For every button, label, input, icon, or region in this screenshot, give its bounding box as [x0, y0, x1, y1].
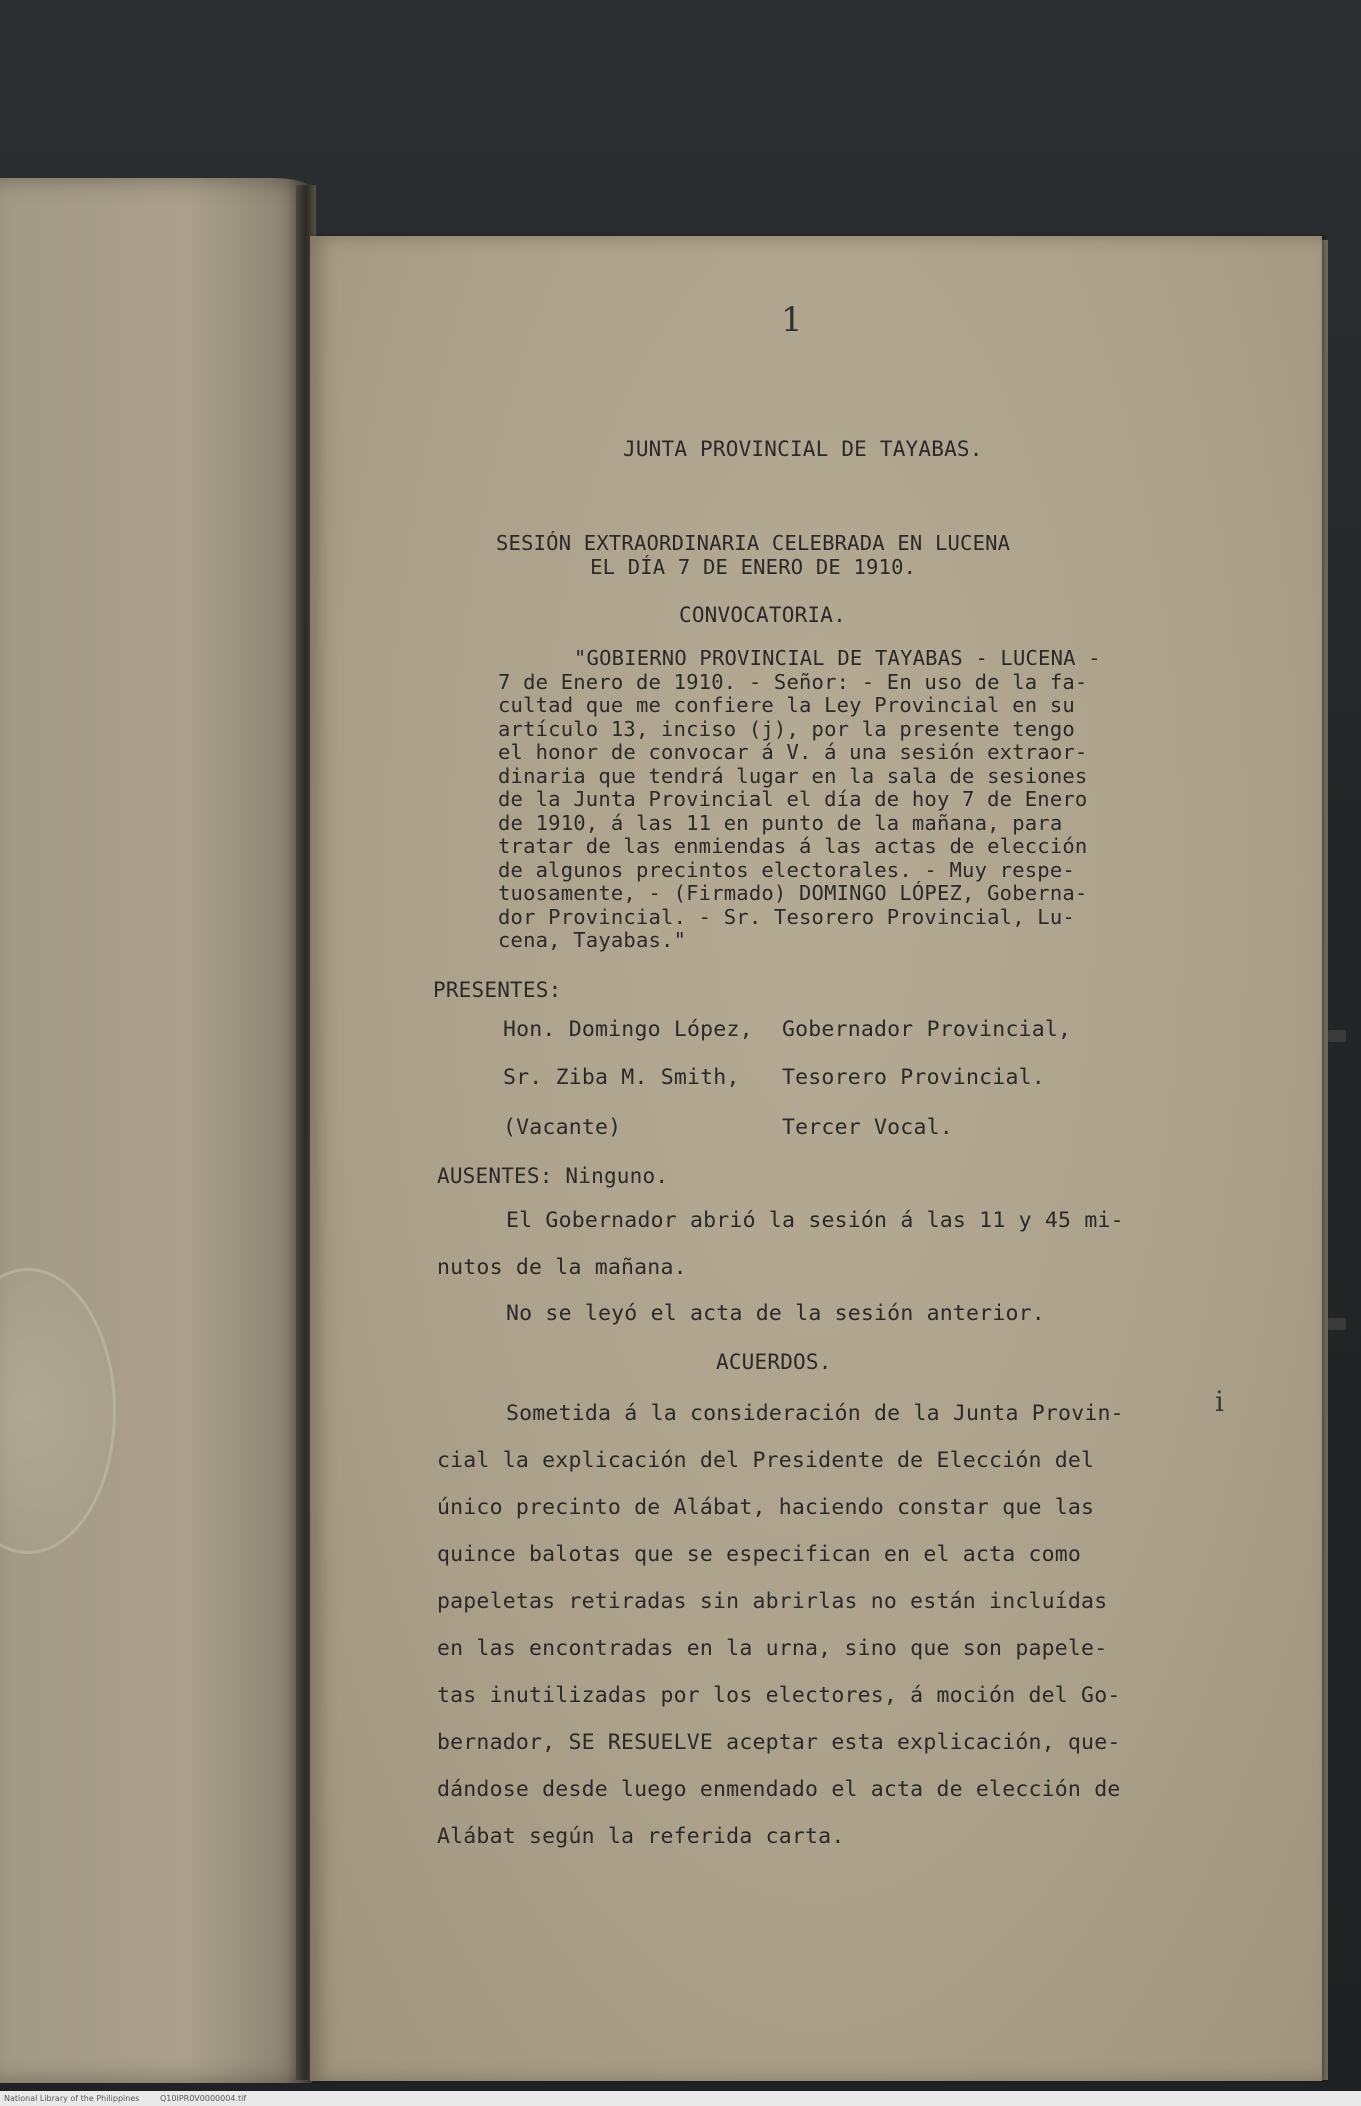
binding-clip-upper	[1328, 1030, 1346, 1042]
member-name: Sr. Ziba M. Smith,	[503, 1065, 740, 1090]
resolution-paragraph	[437, 1390, 1124, 1860]
letter-line: 7 de Enero de 1910. - Señor: - En uso de la fa-	[498, 669, 1088, 694]
scan-footer	[0, 2091, 1361, 2106]
acuerdos-heading: ACUERDOS.	[716, 1350, 832, 1374]
member-role: Gobernador Provincial,	[782, 1017, 1072, 1042]
paragraph-line: único precinto de Alábat, haciendo constar que las	[437, 1495, 1095, 1520]
convocatoria-heading: CONVOCATORIA.	[679, 603, 846, 627]
footer-filename: Q10IPR0V0000004.tif	[160, 2094, 247, 2103]
letter-line: dor Provincial. - Sr. Tesorero Provincial, Lu-	[498, 904, 1075, 929]
ausentes-line: AUSENTES: Ninguno.	[437, 1164, 669, 1188]
session-heading	[496, 532, 1010, 579]
convocation-letter	[498, 647, 1101, 953]
paragraph-line: dándose desde luego enmendado el acta de elección de	[437, 1777, 1121, 1802]
session-line: SESIÓN EXTRAORDINARIA CELEBRADA EN LUCENA	[496, 531, 1011, 555]
previous-minutes-line: No se leyó el acta de la sesión anterior.	[506, 1301, 1045, 1326]
opening-paragraph	[437, 1197, 1124, 1291]
paragraph-line: nutos de la mañana.	[437, 1255, 687, 1280]
letter-line: cena, Tayabas."	[498, 928, 687, 952]
letter-line: tuosamente, - (Firmado) DOMINGO LÓPEZ, Goberna-	[498, 881, 1088, 905]
presentes-label: PRESENTES:	[433, 978, 562, 1002]
binding-clip-lower	[1328, 1318, 1346, 1330]
margin-annotation: i	[1215, 1385, 1225, 1418]
member-name: (Vacante)	[503, 1115, 622, 1140]
session-line: EL DÍA 7 DE ENERO DE 1910.	[590, 554, 917, 579]
left-page	[0, 178, 312, 2083]
letter-line: cultad que me confiere la Ley Provincial en su	[498, 693, 1075, 717]
paragraph-line: en las encontradas en la urna, sino que son papele-	[437, 1636, 1108, 1661]
letter-line: artículo 13, inciso (j), por la presente tengo	[498, 716, 1075, 741]
document-title: JUNTA PROVINCIAL DE TAYABAS.	[623, 437, 983, 461]
member-role: Tercer Vocal.	[782, 1115, 953, 1140]
paragraph-line: El Gobernador abrió la sesión á las 11 y 45 mi-	[506, 1208, 1124, 1233]
paragraph-line: Alábat según la referida carta.	[437, 1824, 845, 1849]
member-name: Hon. Domingo López,	[503, 1017, 753, 1042]
paragraph-line: cial la explicación del Presidente de Elección del	[437, 1448, 1095, 1473]
paragraph-line: tas inutilizadas por los electores, á moción del Go-	[437, 1683, 1121, 1708]
library-stamp	[0, 1268, 116, 1554]
letter-line: dinaria que tendrá lugar en la sala de sesiones	[498, 763, 1088, 788]
letter-line: de algunos precintos electorales. - Muy respe-	[498, 857, 1075, 882]
paragraph-line: papeletas retiradas sin abrirlas no están incluídas	[437, 1589, 1108, 1614]
member-role: Tesorero Provincial.	[782, 1065, 1045, 1090]
paragraph-line: quince balotas que se especifican en el acta como	[437, 1542, 1082, 1567]
paragraph-line: bernador, SE RESUELVE aceptar esta explicación, que-	[437, 1730, 1121, 1755]
letter-line: tratar de las enmiendas á las actas de elección	[498, 834, 1088, 858]
letter-line: de 1910, á las 11 en punto de la mañana, para	[498, 810, 1063, 835]
letter-line: de la Junta Provincial el día de hoy 7 de Enero	[498, 787, 1088, 811]
page-number: 1	[781, 300, 803, 340]
footer-institution: National Library of the Philippines	[4, 2094, 140, 2103]
paragraph-line: Sometida á la consideración de la Junta Provin-	[506, 1401, 1124, 1426]
letter-line: el honor de convocar á V. á una sesión extraor-	[498, 740, 1088, 764]
letter-line: "GOBIERNO PROVINCIAL DE TAYABAS - LUCENA -	[574, 646, 1101, 670]
